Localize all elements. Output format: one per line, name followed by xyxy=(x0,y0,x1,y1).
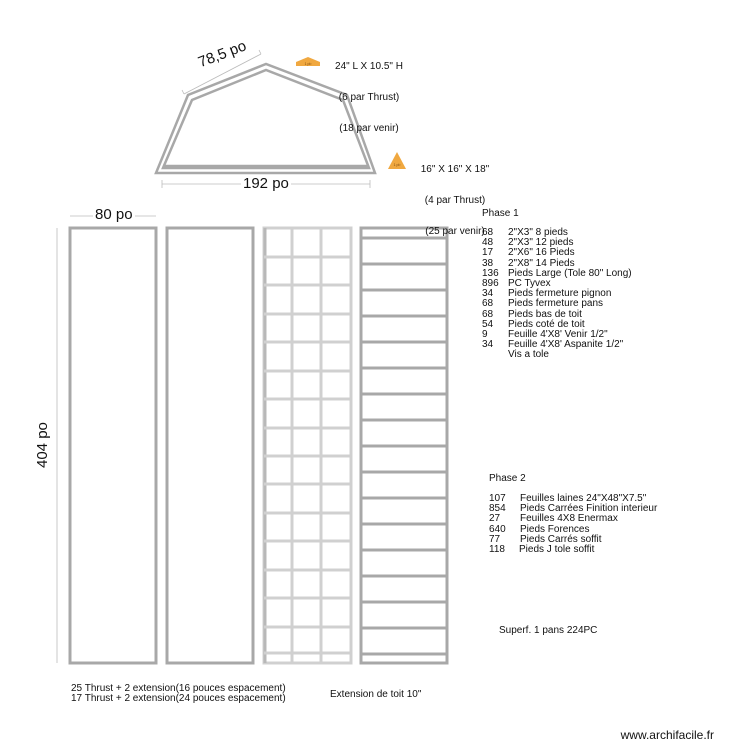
item-qty: 77 xyxy=(489,533,501,545)
item-qty: 118 xyxy=(489,543,505,555)
item-qty: 27 xyxy=(489,513,501,525)
roof-extension-note: Extension de toit 10" xyxy=(330,689,422,700)
wall-panel-4-horizontal-strapping[interactable] xyxy=(361,228,447,663)
item-label: Pieds Carrés soffit xyxy=(520,533,602,545)
thrust-note-line-2: 17 Thrust + 2 extension(24 pouces espacement) xyxy=(71,693,286,704)
item-label: Pieds fermeture pans xyxy=(508,298,604,310)
website-watermark[interactable]: www.archifacile.fr xyxy=(620,728,714,742)
item-label: Feuilles 4X8 Enermax xyxy=(520,513,618,525)
gusset-side-line-1: 16" X 16" X 18" xyxy=(420,164,490,176)
phase2-title: Phase 2 xyxy=(489,473,526,484)
item-qty: 896 xyxy=(482,277,499,289)
item-label: Pieds coté de toit xyxy=(508,318,585,330)
item-qty: 68 xyxy=(482,308,494,320)
wall-panel-1[interactable] xyxy=(70,228,156,663)
base-dimension-label: 192 po xyxy=(243,175,289,192)
gusset-top-icon[interactable] xyxy=(296,57,320,66)
item-qty: 640 xyxy=(489,523,506,535)
gusset-side-icon[interactable] xyxy=(388,152,406,169)
item-label: Pieds Large (Tole 80" Long) xyxy=(508,267,632,279)
top-chord-dimension-label: 78,5 po xyxy=(195,37,249,72)
gusset-side-line-2: (4 par Thrust) xyxy=(424,195,486,207)
item-qty: 48 xyxy=(482,237,494,249)
list-item xyxy=(482,350,632,360)
gusset-top-line-1: 24" L X 10.5" H xyxy=(335,61,403,73)
svg-text:1 pl²: 1 pl² xyxy=(393,163,401,167)
item-label: Pieds Carrées Finition interieur xyxy=(520,503,658,515)
panel-width-dimension-label: 80 po xyxy=(95,206,133,223)
item-label: 2"X3" 12 pieds xyxy=(508,237,574,249)
item-label: 2"X3" 8 pieds xyxy=(508,227,568,238)
item-label: Pieds fermeture pignon xyxy=(508,288,612,300)
item-label: 2"X6" 16 Pieds xyxy=(508,247,575,259)
item-qty: 854 xyxy=(489,503,506,515)
item-label: Pieds J tole soffit xyxy=(519,543,595,555)
item-qty: 38 xyxy=(482,257,494,269)
item-qty: 34 xyxy=(482,339,494,351)
phase1-title: Phase 1 xyxy=(482,208,519,219)
panel-height-dimension-label: 404 po xyxy=(34,422,51,468)
phase1-material-list xyxy=(482,228,632,360)
item-label: Feuilles laines 24"X48"X7.5" xyxy=(520,493,647,504)
item-label: Feuille 4'X8' Aspanite 1/2" xyxy=(508,339,624,351)
gusset-top-description xyxy=(330,42,408,144)
item-label: Vis a tole xyxy=(508,349,549,361)
item-qty: 9 xyxy=(482,328,488,340)
item-qty: 107 xyxy=(489,493,506,504)
list-item xyxy=(489,545,657,555)
item-label: PC Tyvex xyxy=(508,277,551,289)
item-qty: 68 xyxy=(482,298,494,310)
list-item xyxy=(482,340,632,350)
wall-panel-3-framing-grid[interactable] xyxy=(264,228,351,663)
gusset-top-line-2: (6 par Thrust) xyxy=(338,92,400,104)
item-label: Pieds bas de toit xyxy=(508,308,582,320)
item-qty: 34 xyxy=(482,288,494,300)
item-label: 2"X8" 14 Pieds xyxy=(508,257,575,269)
list-item xyxy=(482,269,632,279)
item-qty: 136 xyxy=(482,267,499,279)
gusset-top-line-3: (18 par venir) xyxy=(339,122,399,134)
item-qty: 17 xyxy=(482,247,494,259)
item-qty: 54 xyxy=(482,318,494,330)
item-qty: 68 xyxy=(482,227,494,238)
item-qty xyxy=(482,350,508,360)
list-item xyxy=(482,299,632,309)
svg-text:1 pl²: 1 pl² xyxy=(304,62,312,66)
thrust-note-line-1: 25 Thrust + 2 extension(16 pouces espacement) xyxy=(71,683,286,694)
item-label: Feuille 4'X8' Venir 1/2" xyxy=(508,328,608,340)
wall-panel-2[interactable] xyxy=(167,228,253,663)
gusset-side-line-3: (25 par venir) xyxy=(425,225,485,237)
item-label: Pieds Forences xyxy=(520,523,590,535)
surface-note: Superf. 1 pans 224PC xyxy=(499,625,598,636)
phase2-material-list xyxy=(489,494,657,555)
